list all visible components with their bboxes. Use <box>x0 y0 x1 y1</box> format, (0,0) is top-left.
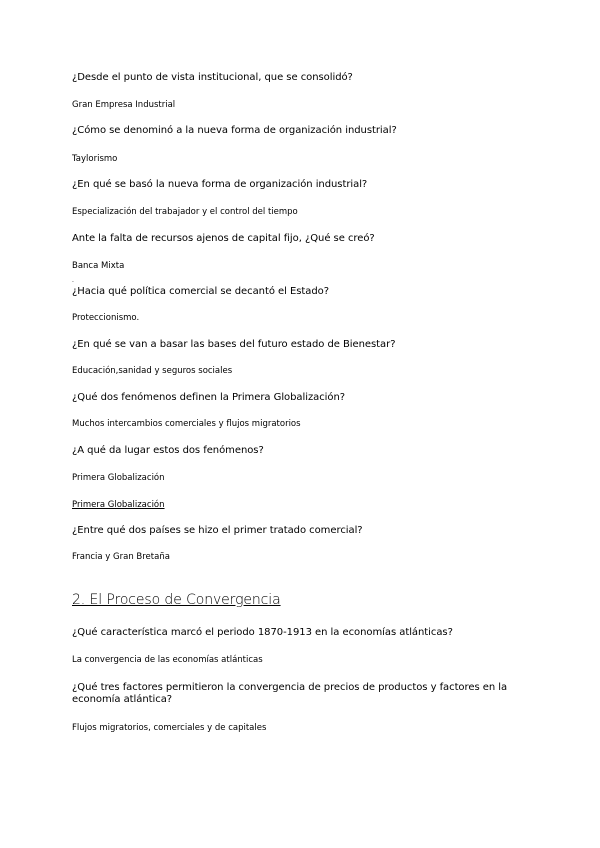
answer-line: Muchos intercambios comerciales y flujos migratorios <box>72 419 301 429</box>
answer-line: Gran Empresa Industrial <box>72 100 176 110</box>
answer-line: Proteccionismo. <box>72 313 140 323</box>
stray-dot: . <box>72 277 74 284</box>
answer-line: Primera Globalización <box>72 473 165 483</box>
question-line: ¿A qué da lugar estos dos fenómenos? <box>72 445 264 456</box>
answer-line: Banca Mixta <box>72 261 125 271</box>
question-line: Ante la falta de recursos ajenos de capital fijo, ¿Qué se creó? <box>72 233 375 244</box>
answer-line: Especialización del trabajador y el control del tiempo <box>72 207 298 217</box>
question-line: ¿Cómo se denominó a la nueva forma de organización industrial? <box>72 125 397 136</box>
question-line: ¿Qué dos fenómenos definen la Primera Globalización? <box>72 392 346 403</box>
question-line: ¿Desde el punto de vista institucional, que se consolidó? <box>72 72 353 83</box>
answer-line: Taylorismo <box>72 154 118 164</box>
answer-line: Educación,sanidad y seguros sociales <box>72 366 233 376</box>
question-line: ¿Hacia qué política comercial se decantó el Estado? <box>72 286 329 297</box>
section-heading: 2. El Proceso de Convergencia <box>72 592 281 608</box>
question-line: ¿En qué se van a basar las bases del futuro estado de Bienestar? <box>72 339 396 350</box>
question-line: ¿En qué se basó la nueva forma de organización industrial? <box>72 179 368 190</box>
question-line: ¿Qué característica marcó el periodo 1870-1913 en la economías atlánticas? <box>72 627 453 638</box>
answer-line: Flujos migratorios, comerciales y de capitales <box>72 723 267 733</box>
question-line: ¿Entre qué dos países se hizo el primer tratado comercial? <box>72 525 363 536</box>
question-line: ¿Qué tres factores permitieron la convergencia de precios de productos y factores en la economía atlántica? <box>72 682 508 705</box>
answer-line: La convergencia de las economías atlánticas <box>72 655 263 665</box>
answer-line: Francia y Gran Bretaña <box>72 552 170 562</box>
answer-line-underlined: Primera Globalización <box>72 500 165 510</box>
